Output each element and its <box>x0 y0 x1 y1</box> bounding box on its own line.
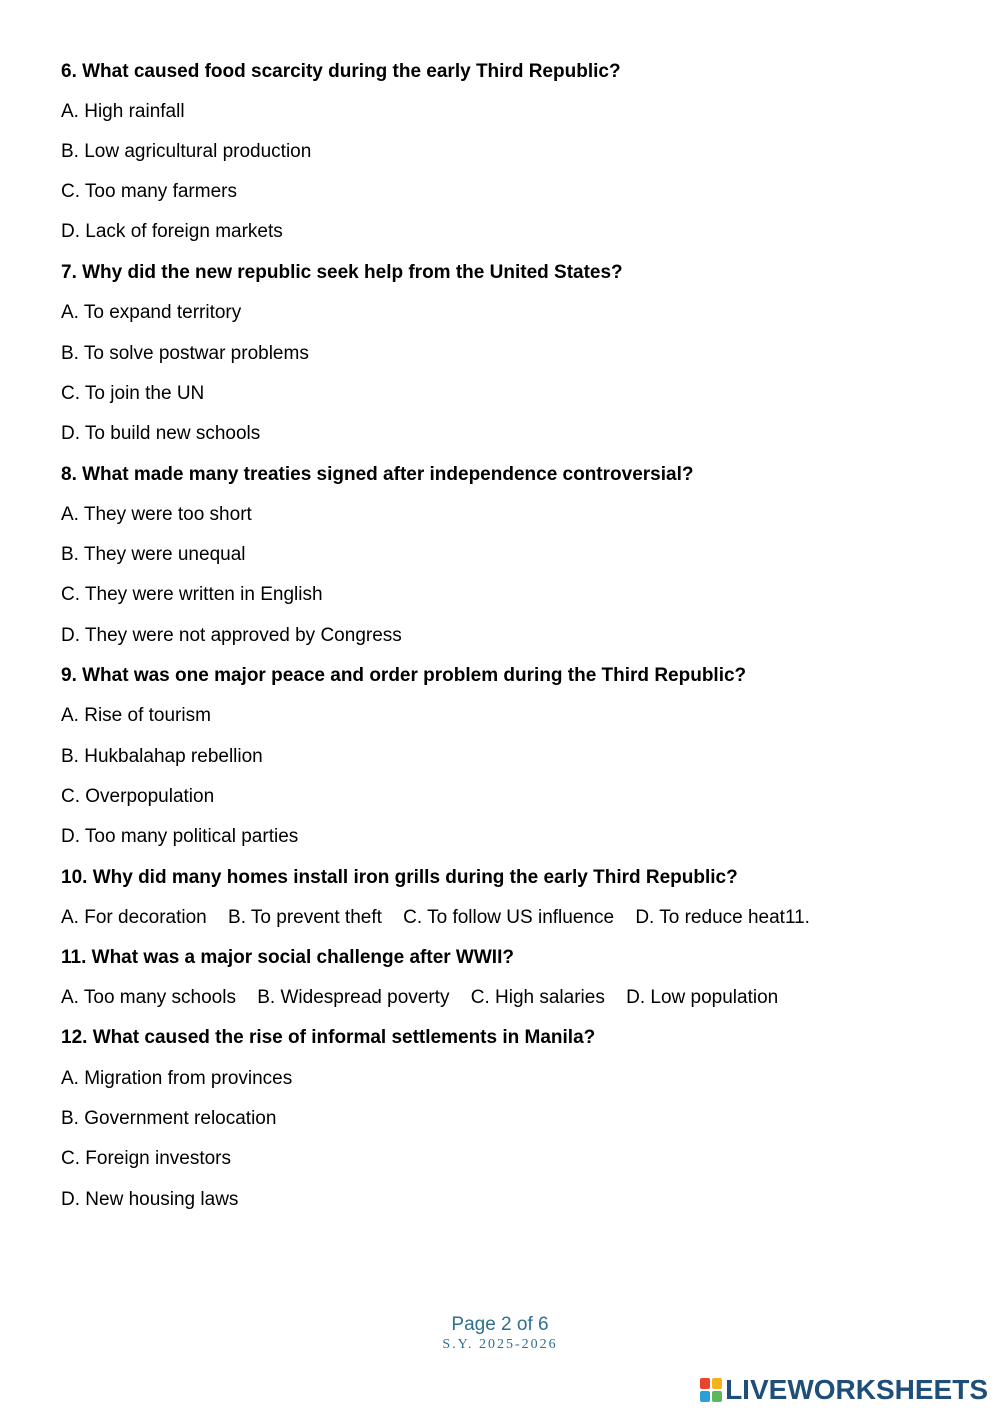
question-8-option-a: A. They were too short <box>61 504 252 525</box>
question-10-text: 10. Why did many homes install iron grills during the early Third Republic? <box>61 867 738 888</box>
question-7-option-d: D. To build new schools <box>61 423 261 444</box>
question-8-option-d: D. They were not approved by Congress <box>61 625 402 646</box>
question-9-option-b: B. Hukbalahap rebellion <box>61 746 263 767</box>
liveworksheets-logo-icon <box>700 1378 722 1402</box>
question-10-option-c: C. To follow US influence <box>403 907 615 928</box>
question-6-option-b: B. Low agricultural production <box>61 141 312 162</box>
question-8-option-c: C. They were written in English <box>61 584 323 605</box>
question-8-option-b: B. They were unequal <box>61 544 246 565</box>
logo-block-tr <box>712 1378 722 1389</box>
question-10-option-b: B. To prevent theft <box>228 907 382 928</box>
question-9-option-a: A. Rise of tourism <box>61 705 211 726</box>
question-6-text: 6. What caused food scarcity during the early Third Republic? <box>61 61 621 82</box>
question-11-text: 11. What was a major social challenge after WWII? <box>61 947 514 968</box>
liveworksheets-brand[interactable] <box>700 1374 988 1406</box>
page-number: Page 2 of 6 <box>451 1314 549 1335</box>
brand-name: LIVEWORKSHEETS <box>725 1374 988 1405</box>
question-11-option-d: D. Low population <box>626 987 779 1008</box>
question-11-option-b: B. Widespread poverty <box>257 987 450 1008</box>
question-7-option-b: B. To solve postwar problems <box>61 343 309 364</box>
question-7-option-a: A. To expand territory <box>61 302 242 323</box>
question-11-option-c: C. High salaries <box>470 987 605 1008</box>
question-10-options <box>61 906 810 930</box>
logo-block-bl <box>700 1391 710 1402</box>
question-9-option-d: D. Too many political parties <box>61 826 299 847</box>
question-7-option-c: C. To join the UN <box>61 383 205 404</box>
question-6-option-c: C. Too many farmers <box>61 181 237 202</box>
logo-block-tl <box>700 1378 710 1389</box>
question-6-option-a: A. High rainfall <box>61 101 185 122</box>
question-7-text: 7. Why did the new republic seek help from the United States? <box>61 262 623 283</box>
question-9-text: 9. What was one major peace and order problem during the Third Republic? <box>61 665 747 686</box>
question-12-option-b: B. Government relocation <box>61 1108 277 1129</box>
question-10-option-d: D. To reduce heat11. <box>635 907 810 928</box>
question-12-text: 12. What caused the rise of informal settlements in Manila? <box>61 1027 596 1048</box>
question-11-option-a: A. Too many schools <box>61 987 236 1008</box>
question-8-text: 8. What made many treaties signed after independence controversial? <box>61 464 694 485</box>
question-12-option-c: C. Foreign investors <box>61 1148 232 1169</box>
question-12-option-a: A. Migration from provinces <box>61 1068 293 1089</box>
question-6-option-d: D. Lack of foreign markets <box>61 221 283 242</box>
question-11-options <box>61 986 778 1010</box>
logo-block-br <box>712 1391 722 1402</box>
question-10-option-a: A. For decoration <box>61 907 207 928</box>
school-year: S.Y. 2025-2026 <box>442 1337 558 1352</box>
question-12-option-d: D. New housing laws <box>61 1189 239 1210</box>
question-9-option-c: C. Overpopulation <box>61 786 215 807</box>
